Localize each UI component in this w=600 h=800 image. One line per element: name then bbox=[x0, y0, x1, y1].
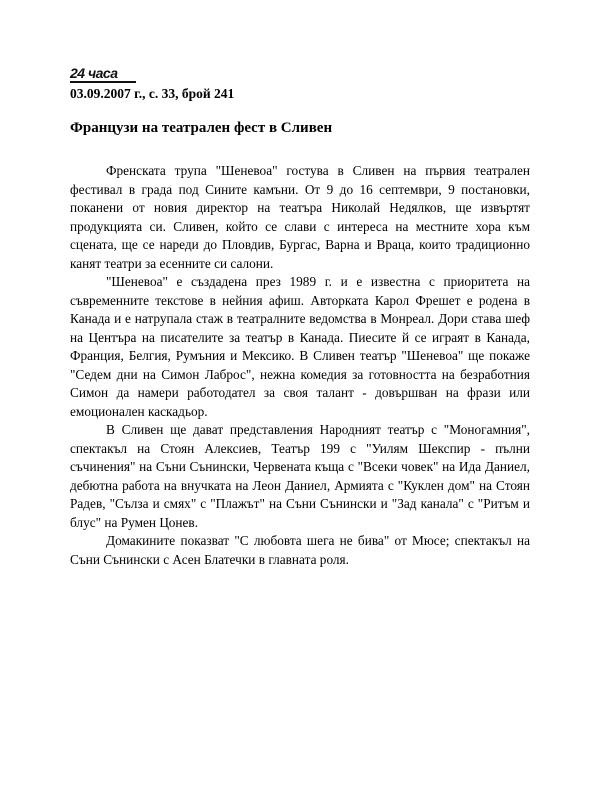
newspaper-logo bbox=[70, 66, 136, 84]
logo-underline bbox=[70, 81, 136, 83]
article-body bbox=[70, 162, 530, 569]
paragraph: "Шеневоа" е създадена през 1989 г. и е известна с приоритета на съвременните текстове в нейния афиш. Авторката Карол Фрешет е родена в Канада и е натрупала стаж в театралните ведомства в Монреал. Дори става шеф на Центъра на писателите за театър в Канада. Пиесите й се играят в Канада, Франция, Белгия, Румъния и Мексико. В Сливен театър "Шеневоа" ще покаже "Седем дни на Симон Лаброс", нежна комедия за готовността на безработния Симон да намери работодател за своя талант - довършван на фрази или емоционален каскадьор. bbox=[70, 274, 530, 419]
publication-meta: 03.09.2007 г., с. 33, брой 241 bbox=[70, 86, 235, 101]
newspaper-logo-text: 24 часа bbox=[70, 65, 118, 81]
paragraph: Френската трупа "Шеневоа" гостува в Сливен на първия театрален фестивал в града под Сините камъни. От 9 до 16 септември, 9 постановки, поканени от новия директор на театъра Николай Недялков, ще извъртят продукцията си. Сливен, който се слави с интереса на местните хора към сцената, ще се нареди до Пловдив, Бургас, Варна и Враца, които традиционно канят театри за есенните си салони. bbox=[70, 163, 530, 271]
paragraph: Домакините показват "С любовта шега не бива" от Мюсе; спектакъл на Съни Сънински с Асен Блатечки в главната роля. bbox=[70, 533, 530, 567]
paragraph: В Сливен ще дават представления Народният театър с "Моногамния", спектакъл на Стоян Алексиев, Театър 199 с "Уилям Шекспир - пълни съчинения" на Съни Сънински, Червената къща с "Всеки човек" на Ида Даниел, дебютна работа на внучката на Леон Даниел, Армията с "Куклен дом" на Стоян Радев, "Сълза и смях" с "Плажът" на Съни Сънински и "Зад канала" с "Ритъм и блус" на Румен Цонев. bbox=[70, 422, 530, 530]
article-title: Французи на театрален фест в Сливен bbox=[70, 120, 333, 136]
